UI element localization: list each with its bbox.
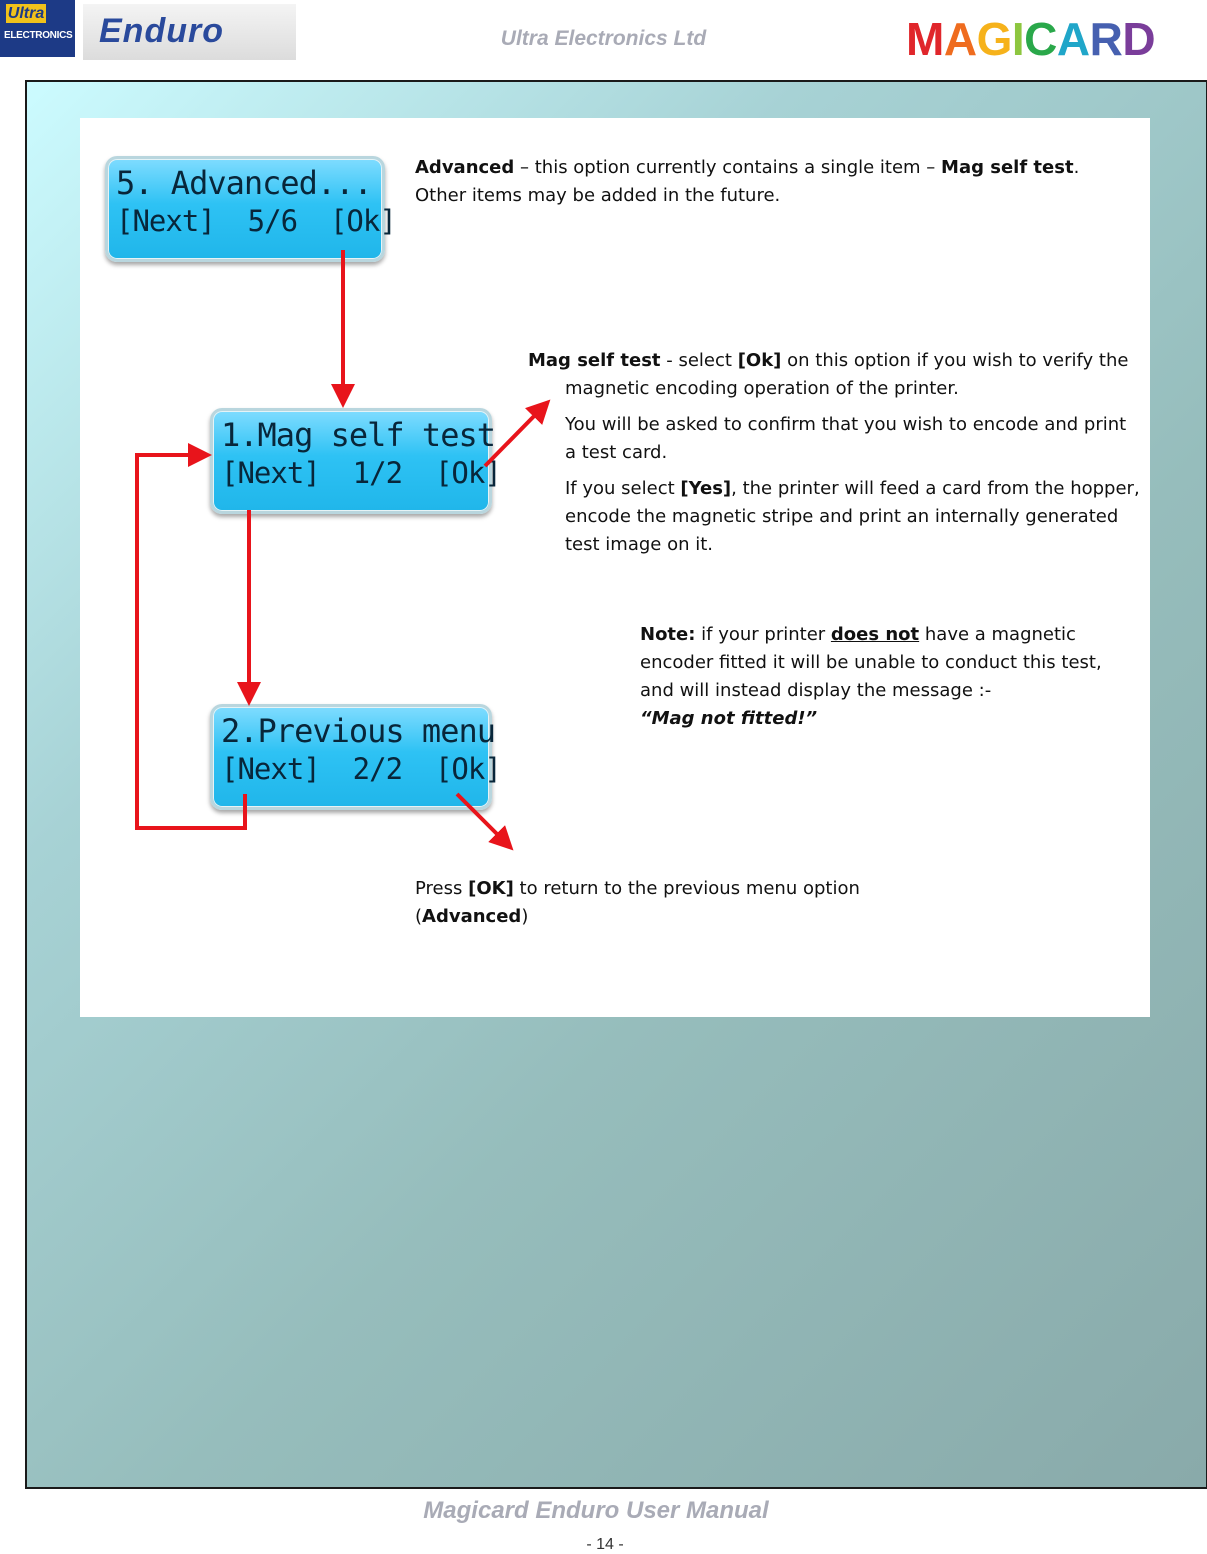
- yes-2: , the printer will feed a card from the hopper, encode the magnetic stripe and print an internally generated test image on it.: [565, 478, 1140, 555]
- magicard-letter: D: [1122, 13, 1156, 65]
- note-label: Note:: [640, 624, 696, 645]
- note-1: if your printer: [695, 624, 831, 645]
- yes-1: If you select: [565, 478, 681, 499]
- lcd-advanced-line2: [Next] 5/6 [Ok]: [116, 204, 396, 238]
- press-2: to return to the previous menu option (: [415, 878, 860, 927]
- magicard-letter: C: [1024, 13, 1057, 65]
- note: [640, 621, 1140, 733]
- magicard-letter: M: [906, 13, 944, 65]
- arrow-loop-back: [137, 455, 245, 828]
- confirm-para: You will be asked to confirm that you wish to encode and print a test card.: [565, 414, 1127, 463]
- page-number: - 14 -: [586, 1536, 624, 1553]
- press-1: Press: [415, 878, 469, 899]
- electronics-logo-text: ELECTRONICS: [4, 30, 73, 41]
- note-does-not: does not: [830, 624, 920, 645]
- lcd-previous-menu-line1: 2.Previous menu: [221, 712, 495, 750]
- mag-label: Mag self test: [528, 350, 661, 371]
- mag-ok: [Ok]: [737, 350, 782, 371]
- lcd-previous-menu-line2: [Next] 2/2 [Ok]: [221, 752, 501, 786]
- advanced-description: [415, 154, 1135, 210]
- enduro-logo-text: Enduro: [99, 12, 224, 50]
- press-advanced: Advanced: [422, 906, 522, 927]
- footer-title: Magicard Enduro User Manual: [423, 1497, 769, 1524]
- magicard-logo: [906, 14, 1155, 64]
- note-message: “Mag not fitted!”: [640, 708, 818, 729]
- mag-desc-1: - select: [660, 350, 738, 371]
- mag-desc-2: on this option if you wish to verify the magnetic encoding operation of the printer.: [565, 350, 1129, 399]
- note-2: have a magnetic encoder fitted it will be unable to conduct this test, and will instead display the message :-: [640, 624, 1102, 701]
- advanced-desc-1: – this option currently contains a single item –: [514, 157, 942, 178]
- mag-self-test-description: [528, 347, 1140, 559]
- header-title: Ultra Electronics Ltd: [500, 27, 707, 50]
- mag-self-test-para: [528, 347, 1140, 403]
- magicard-letter: I: [1011, 13, 1025, 65]
- diagram-card: [80, 118, 1150, 1017]
- press-3: ): [521, 906, 529, 927]
- magicard-letter: A: [943, 13, 977, 65]
- yes-label: [Yes]: [680, 478, 732, 499]
- lcd-mag-self-test-line2: [Next] 1/2 [Ok]: [221, 456, 501, 490]
- magicard-letter: G: [976, 13, 1012, 65]
- ultra-logo-text: Ultra: [7, 5, 45, 22]
- magicard-letter: A: [1056, 13, 1090, 65]
- lcd-mag-self-test-line1: 1.Mag self test: [221, 416, 495, 454]
- lcd-advanced-line1: 5. Advanced...: [116, 164, 372, 202]
- arrow-previous-to-press: [457, 794, 505, 842]
- yes-para: [528, 475, 1140, 559]
- press-ok-description: [415, 875, 885, 931]
- advanced-desc-2: . Other items may be added in the future.: [415, 157, 1080, 206]
- advanced-label: Advanced: [415, 157, 515, 178]
- press-ok: [OK]: [468, 878, 514, 899]
- magicard-letter: R: [1089, 13, 1123, 65]
- advanced-item: Mag self test: [941, 157, 1074, 178]
